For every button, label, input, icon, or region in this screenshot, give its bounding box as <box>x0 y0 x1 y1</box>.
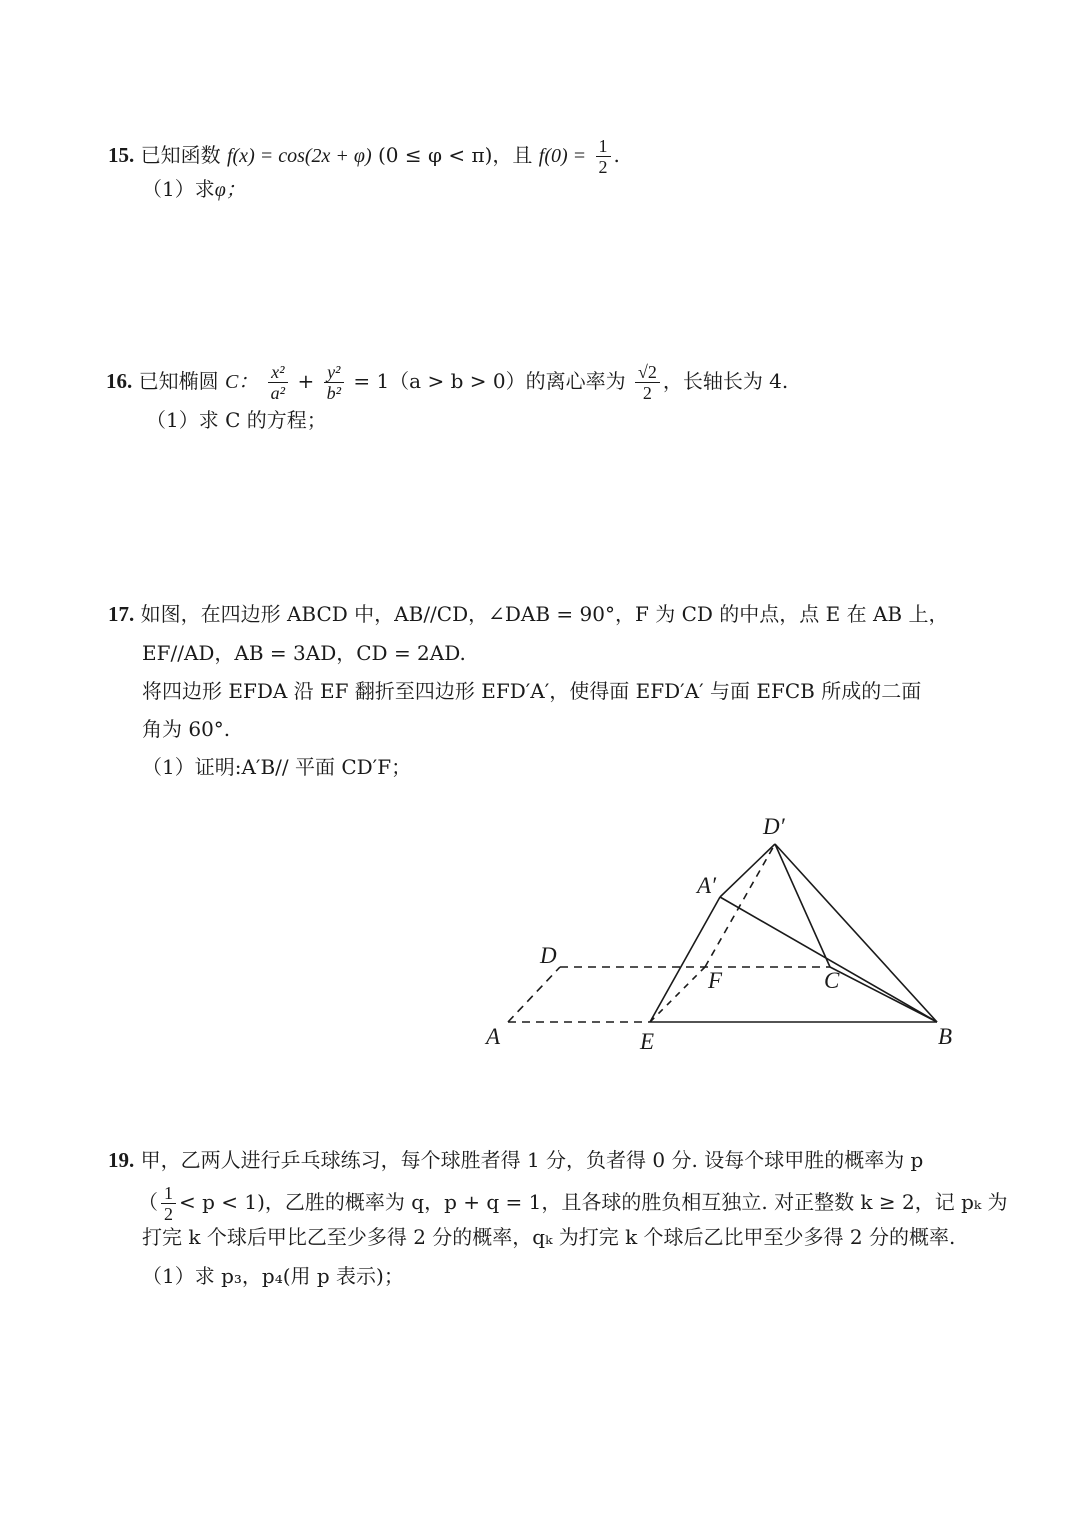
label-c: C <box>824 968 840 993</box>
q16-y-den: b² <box>326 383 341 403</box>
q19-line2 <box>138 1183 1008 1224</box>
q19-line3 <box>142 1223 955 1251</box>
q16-text: 已知椭圆 <box>138 369 219 393</box>
label-f: F <box>708 968 723 993</box>
label-b: B <box>938 1024 953 1049</box>
label-a-prime: A′ <box>697 873 717 898</box>
q17-line4-text: 角为 60°. <box>142 717 231 741</box>
q16-number: 16. <box>106 369 133 393</box>
edge-a-d <box>508 967 560 1022</box>
edge-aprime-dprime <box>720 844 775 897</box>
q16-end: ，长轴长为 4. <box>662 369 789 393</box>
edge-aprime-b <box>720 897 937 1022</box>
q15-frac-num: 1 <box>596 136 611 157</box>
q15-stem <box>108 136 620 177</box>
q16-part1 <box>146 406 327 434</box>
q16-part1-text: （1）求 C 的方程； <box>146 408 327 432</box>
q15-condition: (0 ≤ φ < π)，且 <box>378 143 533 167</box>
q19-paren-open: （ <box>138 1190 158 1214</box>
q16-x-fraction <box>268 362 288 403</box>
q19-line3-text: 打完 k 个球后甲比乙至少多得 2 分的概率，qₖ 为打完 k 个球后乙比甲至少多得 2 分的概率. <box>142 1225 956 1249</box>
q15-fraction <box>596 136 611 177</box>
label-e: E <box>640 1029 655 1054</box>
q19-line1 <box>108 1146 923 1174</box>
q17-line4 <box>142 715 230 743</box>
q16-plus: + <box>297 369 315 393</box>
edge-e-aprime <box>650 897 720 1022</box>
q19-fraction <box>161 1183 176 1224</box>
q16-c-var: C： <box>224 371 259 393</box>
q19-line1-text: 甲，乙两人进行乒乓球练习，每个球胜者得 1 分，负者得 0 分. 设每个球甲胜的概率为 p <box>140 1148 924 1172</box>
q15-function: f(x) = cos(2x + φ) <box>226 145 372 167</box>
edge-dprime-c <box>775 844 830 967</box>
q15-part1-var: φ； <box>214 179 246 201</box>
q16-e-num: √2 <box>635 362 660 383</box>
edge-c-b <box>830 967 937 1022</box>
q19-part1 <box>142 1262 404 1290</box>
q17-part1 <box>142 753 411 781</box>
q16-x-den: a² <box>270 383 286 403</box>
q16-e-den: 2 <box>642 383 652 403</box>
q15-period: . <box>613 143 620 167</box>
q16-e-fraction <box>635 362 660 403</box>
q15-part1 <box>142 175 246 204</box>
edge-e-f <box>650 967 705 1022</box>
edge-dprime-b <box>775 844 937 1022</box>
q19-frac-den: 2 <box>164 1204 173 1224</box>
q17-line2-text: EF//AD，AB = 3AD，CD = 2AD. <box>142 641 466 665</box>
q17-line2 <box>142 639 466 667</box>
q16-x-num: x² <box>268 362 288 383</box>
q16-y-fraction <box>324 362 344 403</box>
q15-frac-den: 2 <box>598 157 608 177</box>
q17-line1 <box>108 600 948 628</box>
q15-number: 15. <box>108 143 135 167</box>
q17-part1-text: （1）证明:A′B// 平面 CD′F； <box>142 755 412 779</box>
q15-text: 已知函数 <box>140 143 221 167</box>
q19-part1-text: （1）求 p₃，p₄(用 p 表示)； <box>142 1264 404 1288</box>
q17-line1-text: 如图，在四边形 ABCD 中，AB//CD，∠DAB = 90°，F 为 CD 的中点，点 E 在 AB 上， <box>140 602 949 626</box>
q19-number: 19. <box>108 1148 135 1172</box>
q16-equation: = 1（a > b > 0）的离心率为 <box>353 369 626 393</box>
q19-line2-text: < p < 1)，乙胜的概率为 q，p + q = 1，且各球的胜负相互独立. 对正整数 k ≥ 2，记 pₖ 为 <box>179 1190 1008 1214</box>
q16-stem <box>106 362 788 403</box>
q16-y-num: y² <box>324 362 344 383</box>
q15-f0: f(0) = <box>538 145 587 167</box>
label-a: A <box>486 1024 501 1049</box>
q17-number: 17. <box>108 602 135 626</box>
q19-frac-num: 1 <box>161 1183 176 1204</box>
label-d: D <box>540 943 557 968</box>
q15-part1-text: （1）求 <box>142 177 215 201</box>
label-d-prime: D′ <box>763 814 785 839</box>
q17-figure <box>470 800 990 1070</box>
q17-line3-text: 将四边形 EFDA 沿 EF 翻折至四边形 EFD′A′，使得面 EFD′A′ 与面 EFCB 所成的二面 <box>142 679 922 703</box>
q17-line3 <box>142 677 921 705</box>
